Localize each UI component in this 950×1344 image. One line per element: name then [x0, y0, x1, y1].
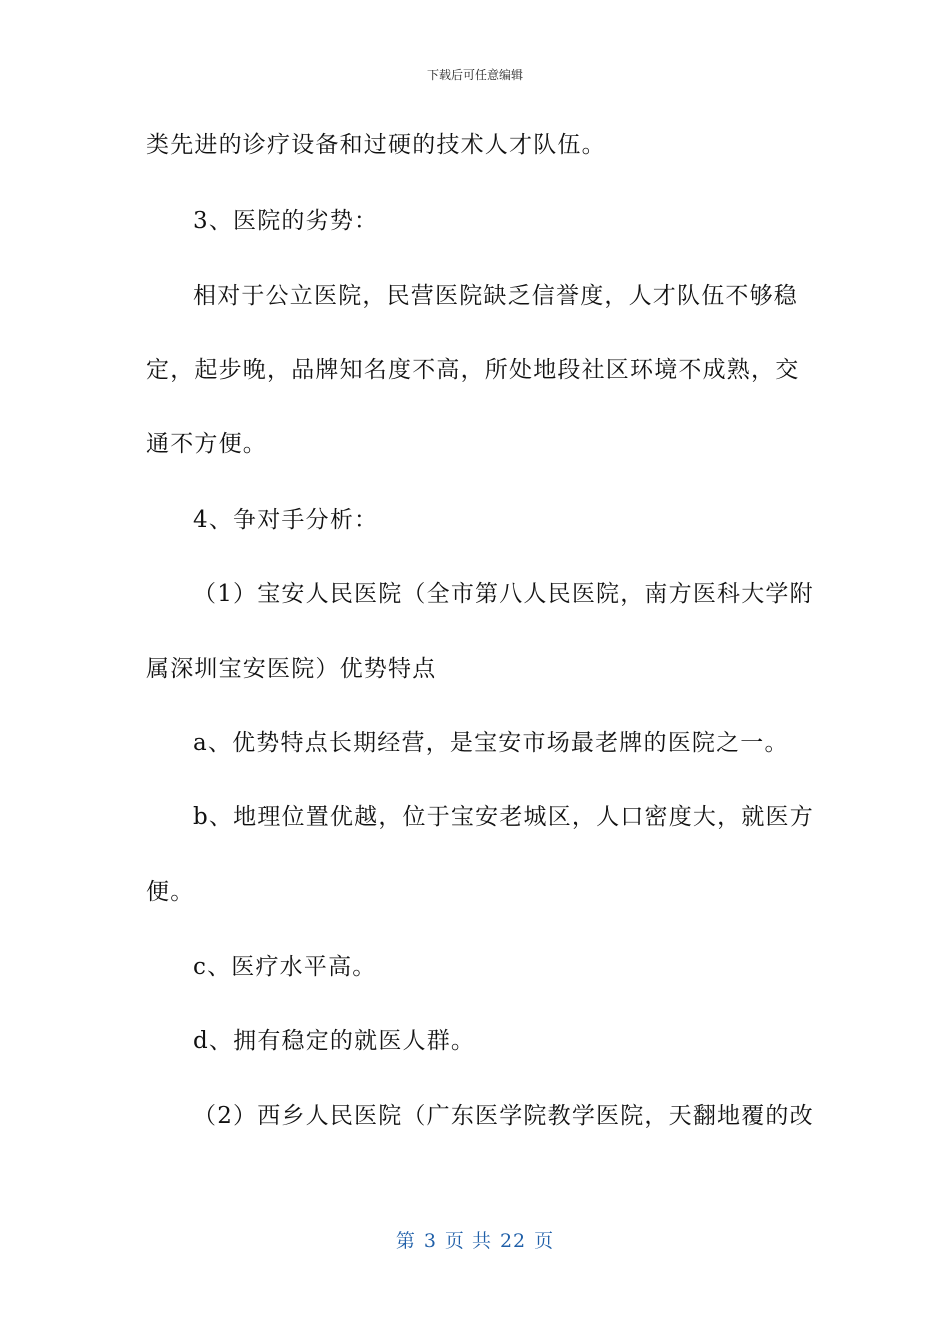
page-header: 下载后可任意编辑 — [426, 68, 523, 82]
footer-middle: 页 共 — [444, 1230, 492, 1252]
footer-page-number: 3 — [423, 1230, 437, 1252]
text-line: c、医疗水平高。 — [193, 954, 377, 980]
text-line: 4、争对手分析： — [193, 507, 379, 533]
text-line: （1）宝安人民医院（全市第八人民医院，南方医科大学附 — [193, 581, 814, 607]
text-line: b、地理位置优越，位于宝安老城区，人口密度大，就医方 — [193, 804, 814, 830]
text-line: （2）西乡人民医院（广东医学院教学医院，天翻地覆的改 — [193, 1103, 814, 1129]
text-line: 通不方便。 — [146, 431, 267, 457]
footer-total-pages: 22 — [499, 1230, 527, 1252]
text-line: 类先进的诊疗设备和过硬的技术人才队伍。 — [146, 132, 606, 158]
text-line: 相对于公立医院，民营医院缺乏信誉度，人才队伍不够稳 — [193, 283, 798, 309]
text-line: d、拥有稳定的就医人群。 — [193, 1028, 476, 1054]
footer-suffix: 页 — [534, 1230, 555, 1252]
page-number-footer — [0, 1226, 950, 1253]
footer-prefix: 第 — [395, 1230, 416, 1252]
text-line: 3、医院的劣势： — [193, 208, 379, 234]
text-line: 属深圳宝安医院）优势特点 — [146, 656, 437, 682]
text-line: a、优势特点长期经营，是宝安市场最老牌的医院之一。 — [193, 730, 789, 756]
text-line: 便。 — [146, 879, 195, 905]
text-line: 定，起步晚，品牌知名度不高，所处地段社区环境不成熟，交 — [146, 357, 800, 383]
